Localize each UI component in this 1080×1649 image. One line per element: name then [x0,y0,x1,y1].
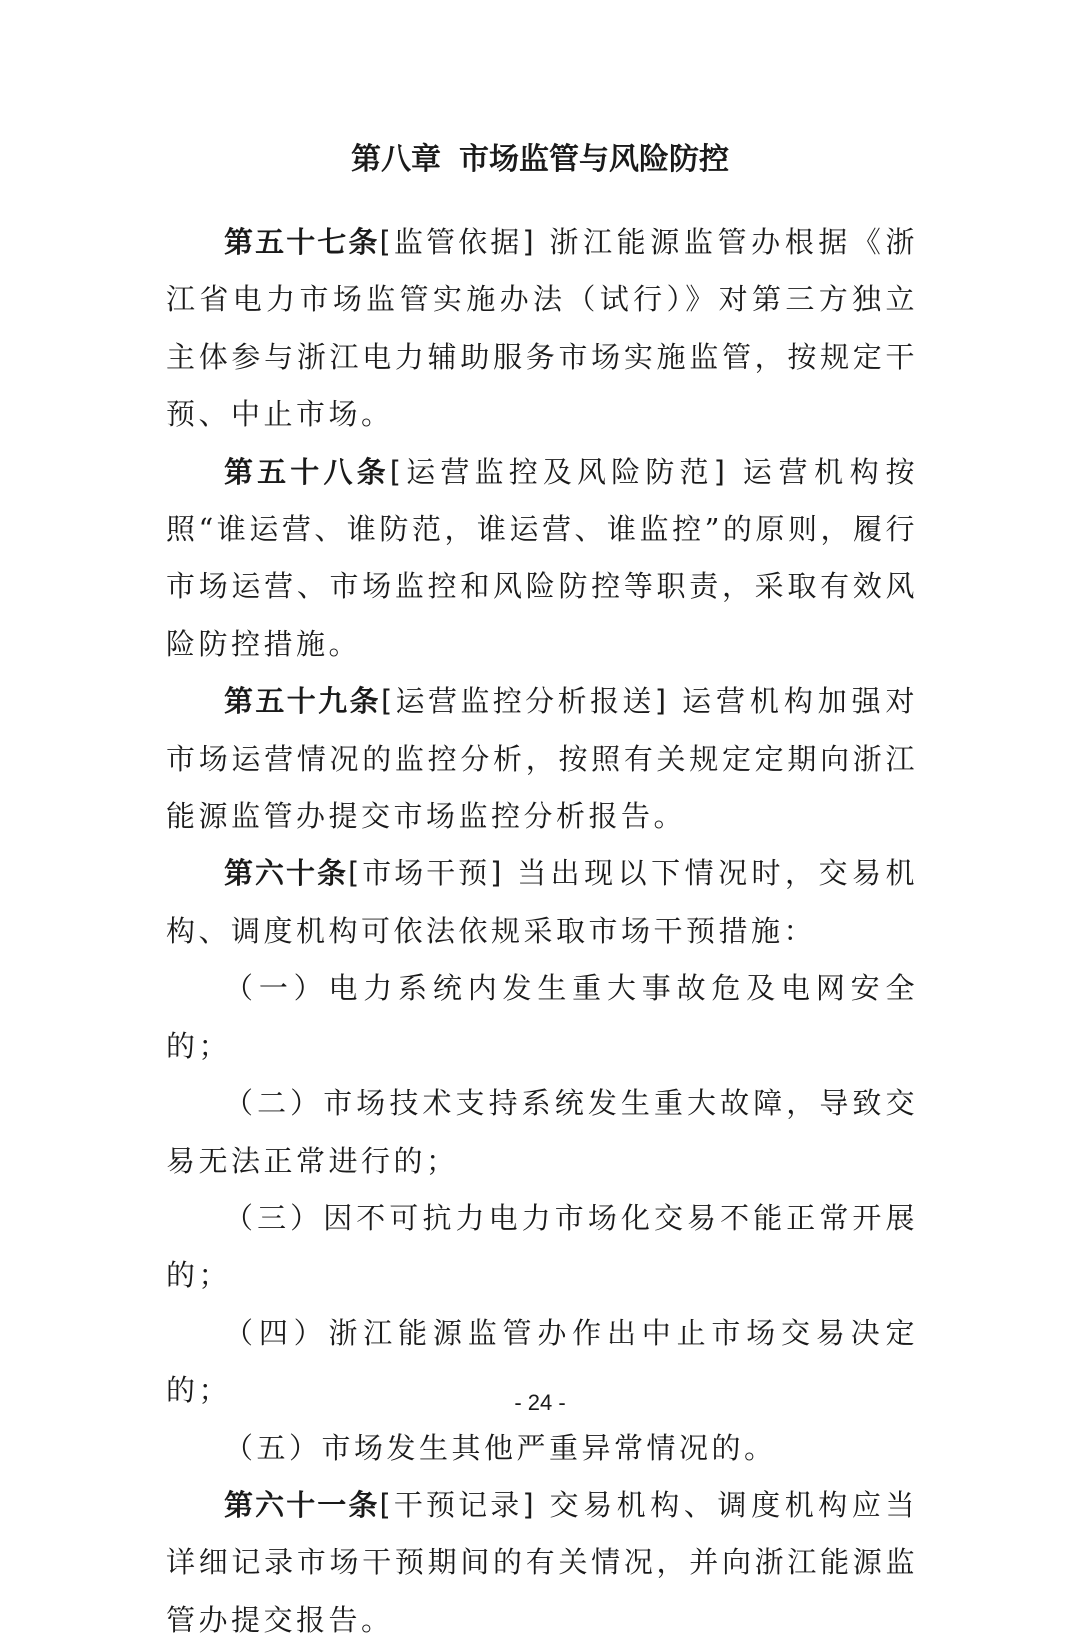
article-58 [166,444,918,674]
article-number: 第六十条 [224,856,348,891]
article-text: 浙江能源监管办根据《浙江省电力市场监管实施办法（试行）》对第三方独立主体参与浙江电力辅助服务市场实施监管，按规定干预、中止市场。 [166,225,918,432]
article-text: 运营机构加强对市场运营情况的监控分析，按照有关规定定期向浙江能源监管办提交市场监控分析报告。 [166,684,918,834]
article-tag: [运营监控分析报送] [380,684,669,719]
article-57 [166,214,918,444]
list-item: （四）浙江能源监管办作出中止市场交易决定的； [166,1315,918,1408]
article-59 [166,673,918,845]
article-tag: [监管依据] [379,225,536,259]
list-item: （一）电力系统内发生重大事故危及电网安全的； [166,971,918,1063]
chapter-title [0,138,1080,182]
article-text: 当出现以下情况时，交易机构、调度机构可依法依规采取市场干预措施： [166,856,918,948]
article-number: 第六十一条 [224,1487,380,1522]
chapter-heading: 市场监管与风险防控 [459,142,729,177]
list-item: （二）市场技术支持系统发生重大故障，导致交易无法正常进行的； [166,1086,918,1178]
list-item: （三）因不可抗力电力市场化交易不能正常开展的； [166,1200,918,1293]
article-60 [166,845,918,960]
article-text: 交易机构、调度机构应当详细记录市场干预期间的有关情况，并向浙江能源监管办提交报告。 [166,1487,918,1637]
article-tag: [干预记录] [379,1487,536,1522]
page-number: - 24 - [514,1390,566,1415]
article-number: 第五十七条 [224,225,380,259]
article-tag: [市场干预] [347,856,504,891]
chapter-number: 第八章 [351,142,441,177]
article-61 [166,1477,918,1649]
article-tag: [运营监控及风险防范] [389,454,727,489]
article-number: 第五十八条 [224,454,390,489]
article-text: 运营机构按照“谁运营、谁防范，谁运营、谁监控”的原则，履行市场运营、市场监控和风险防控等职责，采取有效风险防控措施。 [166,454,918,661]
list-item: （五）市场发生其他严重异常情况的。 [224,1430,777,1465]
document-body [166,214,918,1649]
article-number: 第五十九条 [224,684,381,719]
